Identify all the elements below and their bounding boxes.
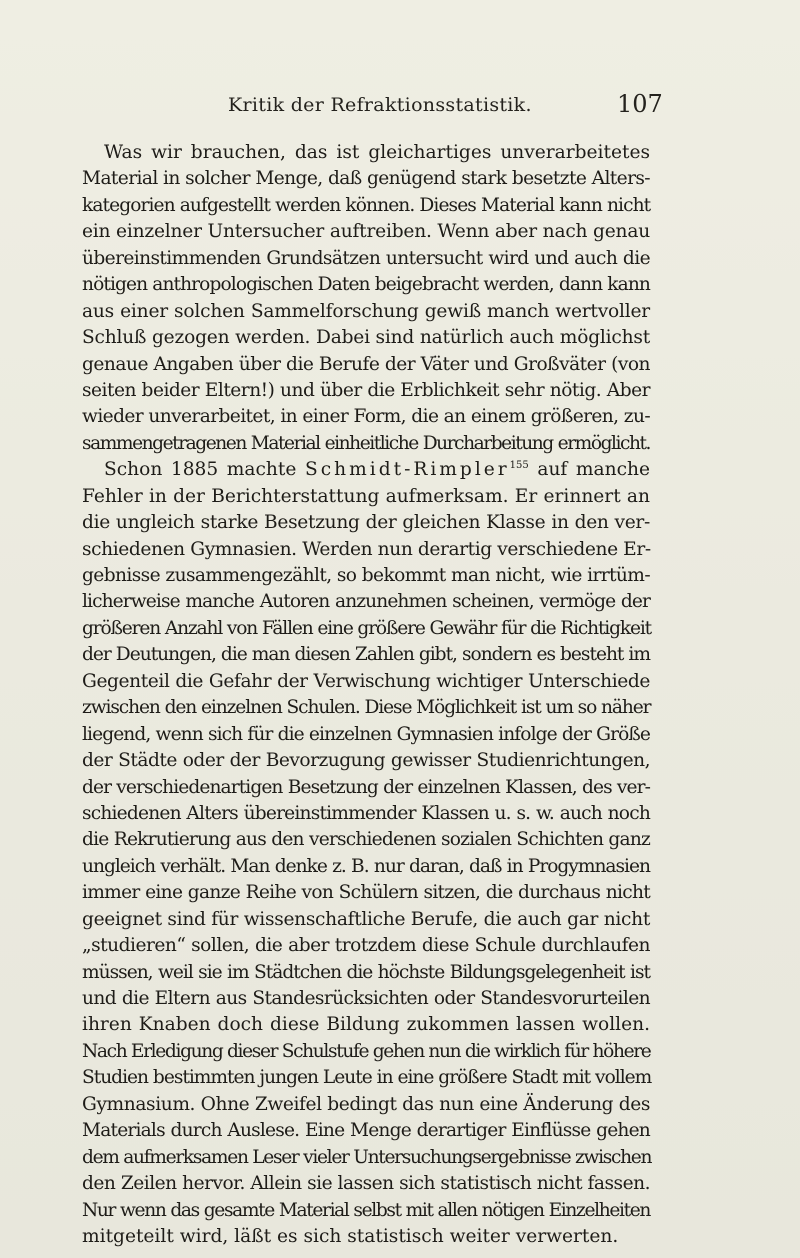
text-line: Studien bestimmten jungen Leute in eine größere Stadt mit vollem xyxy=(82,1067,652,1089)
text-line: Was wir brauchen, das ist gleichartiges unverarbeitetes xyxy=(104,142,650,163)
text-segment: auf manche xyxy=(537,459,650,481)
text-line: wieder unverarbeitet, in einer Form, die an einem größeren, zu- xyxy=(82,406,651,428)
text-line-citation xyxy=(82,457,650,483)
text-line: und die Eltern aus Standesrücksichten oder Standesvorurteilen xyxy=(82,988,650,1009)
text-line: seiten beider Eltern!) und über die Erblichkeit sehr nötig. Aber xyxy=(82,379,650,401)
text-line: übereinstimmenden Grundsätzen untersucht wird und auch die xyxy=(82,247,650,269)
text-line: der Städte oder der Bevorzugung gewisser Studienrichtungen, xyxy=(82,750,650,772)
text-line: müssen, weil sie im Städtchen die höchste Bildungsgelegenheit ist xyxy=(82,961,650,983)
text-line: „studieren“ sollen, die aber trotzdem diese Schule durchlaufen xyxy=(82,935,650,957)
text-line: Schluß gezogen werden. Dabei sind natürlich auch möglichst xyxy=(82,327,650,349)
text-line: genaue Angaben über die Berufe der Väter und Großväter (von xyxy=(82,353,650,375)
text-line: geeignet sind für wissenschaftliche Berufe, die auch gar nicht xyxy=(82,908,650,930)
text-line: ein einzelner Untersucher auftreiben. Wenn aber nach genau xyxy=(82,221,650,243)
text-line: nötigen anthropologischen Daten beigebracht werden, dann kann xyxy=(82,274,650,296)
text-line: der Deutungen, die man diesen Zahlen gibt, sondern es besteht im xyxy=(82,644,650,666)
text-line: Fehler in der Berichterstattung aufmerksam. Er erinnert an xyxy=(82,485,650,507)
text-line: schiedenen Alters übereinstimmender Klassen u. s. w. auch noch xyxy=(82,802,650,824)
running-head xyxy=(0,92,800,132)
text-line: liegend, wenn sich für die einzelnen Gymnasien infolge der Größe xyxy=(82,723,650,745)
text-line: Gymnasium. Ohne Zweifel bedingt das nun eine Änderung des xyxy=(82,1093,650,1115)
text-line: mitgeteilt wird, läßt es sich statistisch weiter verwerten. xyxy=(82,1225,619,1247)
text-line: ungleich verhält. Man denke z. B. nur daran, daß in Progymnasien xyxy=(82,855,650,877)
text-line: Materials durch Auslese. Eine Menge derartiger Einflüsse gehen xyxy=(82,1120,650,1142)
text-line: Nach Erledigung dieser Schulstufe gehen nun die wirklich für höhere xyxy=(82,1040,651,1062)
text-line: die Rekrutierung aus den verschiedenen sozialen Schichten ganz xyxy=(82,829,650,851)
text-line: größeren Anzahl von Fällen eine größere Gewähr für die Richtigkeit xyxy=(82,617,651,639)
running-head-title: Kritik der Refraktionsstatistik. xyxy=(228,94,532,116)
author-name: Schmidt-Rimpler xyxy=(304,459,510,481)
footnote-ref: 155 xyxy=(509,460,529,472)
body-text xyxy=(82,140,650,1250)
text-line: Gegenteil die Gefahr der Verwischung wichtiger Unterschiede xyxy=(82,670,650,692)
text-line: die ungleich starke Besetzung der gleichen Klasse in den ver- xyxy=(82,512,650,534)
text-line: Nur wenn das gesamte Material selbst mit allen nötigen Einzelheiten xyxy=(82,1199,650,1221)
text-line: Material in solcher Menge, daß genügend stark besetzte Alters- xyxy=(82,168,650,190)
text-line: dem aufmerksamen Leser vieler Untersuchungsergebnisse zwischen xyxy=(82,1146,652,1168)
text-line: der verschiedenartigen Besetzung der einzelnen Klassen, des ver- xyxy=(82,776,650,798)
page-number: 107 xyxy=(617,90,663,118)
text-line: immer eine ganze Reihe von Schülern sitzen, die durchaus nicht xyxy=(82,882,650,904)
text-line: zwischen den einzelnen Schulen. Diese Möglichkeit ist um so näher xyxy=(82,697,651,719)
text-line: den Zeilen hervor. Allein sie lassen sich statistisch nicht fassen. xyxy=(82,1173,650,1195)
text-line: aus einer solchen Sammelforschung gewiß manch wertvoller xyxy=(82,300,650,322)
text-line: schiedenen Gymnasien. Werden nun derartig verschiedene Er- xyxy=(82,538,651,560)
text-line: ihren Knaben doch diese Bildung zukommen lassen wollen. xyxy=(82,1014,650,1036)
text-line: kategorien aufgestellt werden können. Dieses Material kann nicht xyxy=(82,194,651,216)
text-line: gebnisse zusammengezählt, so bekommt man nicht, wie irrtüm- xyxy=(82,565,650,586)
text-line: sammengetragenen Material einheitliche Durcharbeitung ermöglicht. xyxy=(82,432,650,454)
text-segment: Schon 1885 machte xyxy=(104,459,297,481)
text-line: licherweise manche Autoren anzunehmen scheinen, vermöge der xyxy=(82,591,650,613)
